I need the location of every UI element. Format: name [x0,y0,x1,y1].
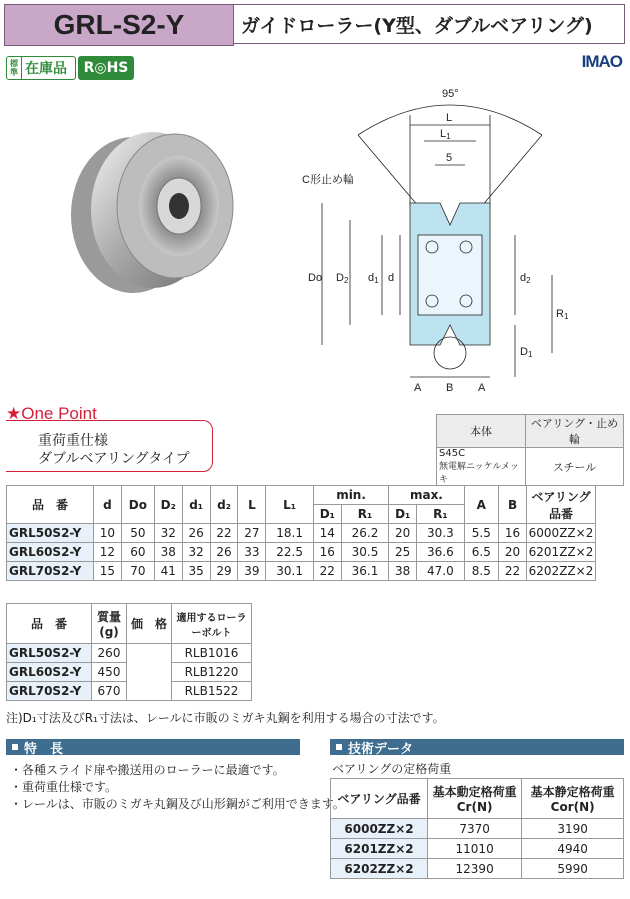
col-Do: Do [121,486,154,524]
col-mass: 質量(g) [92,604,127,644]
col-D2: D₂ [154,486,182,524]
stock-badge [6,56,76,80]
cell: 6.5 [464,543,498,562]
feature-item: ・レールは、市販のミガキ丸鋼及び山形鋼がご利用できます。 [10,797,345,811]
bearing-number: 6000ZZ×2 [331,819,428,839]
cell: RLB1522 [172,682,252,701]
bearing-number: 6201ZZ×2 [331,839,428,859]
cell: 25 [389,543,417,562]
cell: 50 [121,524,154,543]
standard-mark: 標準 [7,57,22,79]
col-L1: L₁ [266,486,313,524]
material-table [436,414,624,486]
part-number: GRL50S2-Y [7,644,92,663]
rohs-badge: R◎HS [78,56,134,80]
cell: 22 [313,562,341,581]
cell: 20 [389,524,417,543]
dim-R1: R1 [556,308,569,321]
col-min-R1: R₁ [341,505,388,524]
one-point-title: ★One Point [6,404,97,423]
table-row [331,859,624,879]
part-number: GRL70S2-Y [7,562,94,581]
footnote: 注)D₁寸法及びR₁寸法は、レールに市販のミガキ丸鋼を利用する場合の寸法です。 [6,711,445,725]
cell: RLB1016 [172,644,252,663]
square-icon [336,744,342,750]
cell: 450 [92,663,127,682]
tech-subtitle: ベアリングの定格荷重 [332,762,452,776]
feature-item: ・各種スライド扉や搬送用のローラーに最適です。 [10,763,285,777]
cell: 33 [238,543,266,562]
cell: 8.5 [464,562,498,581]
feature-item: ・重荷重仕様です。 [10,780,118,794]
cell: 36.6 [417,543,464,562]
cell: 30.5 [341,543,388,562]
cell: 6000ZZ×2 [527,524,596,543]
col-B: B [499,486,527,524]
dim-d2: d2 [520,272,531,285]
features-header: 特 長 [6,739,300,755]
table-row [331,839,624,859]
cell: 26 [210,543,238,562]
cell: 29 [210,562,238,581]
cell: 7370 [428,819,522,839]
material-header-body: 本体 [437,415,526,448]
cell: 38 [154,543,182,562]
dim-Do: Do [308,272,323,284]
cell: 32 [182,543,210,562]
cell: 18.1 [266,524,313,543]
cell: 35 [182,562,210,581]
cell: 70 [121,562,154,581]
cell: 60 [121,543,154,562]
dim-D1: D1 [520,346,533,359]
cell: 16 [313,543,341,562]
dim-B: B [446,382,454,394]
cell: 5990 [522,859,624,879]
cell: 11010 [428,839,522,859]
col-min-D1: D₁ [313,505,341,524]
dim-d1: d1 [368,272,379,285]
cell: 20 [499,543,527,562]
bearing-material: スチール [526,448,624,486]
table-row [7,562,596,581]
table-row [7,524,596,543]
table-row [7,644,252,663]
cell: 30.3 [417,524,464,543]
angle-label: 95° [442,88,459,100]
cell: RLB1220 [172,663,252,682]
col-cor: 基本静定格荷重Cor(N) [522,779,624,819]
col-min: min. [313,486,388,505]
tech-header: 技術データ [330,739,624,755]
cell: 26.2 [341,524,388,543]
cell: 5.5 [464,524,498,543]
cell: 670 [92,682,127,701]
model-number: GRL-S2-Y [4,4,234,46]
material-header-bearing: ベアリング・止め輪 [526,415,624,448]
cell: 10 [94,524,122,543]
cell: 4940 [522,839,624,859]
product-title: ガイドローラー(Y型、ダブルベアリング) [233,4,625,44]
cell: 32 [154,524,182,543]
col-max-D1: D₁ [389,505,417,524]
col-L: L [238,486,266,524]
dim-d: d [388,272,395,284]
col-d1: d₁ [182,486,210,524]
body-material: S45C 無電解ニッケルメッキ [437,448,526,486]
col-bearing: ベアリング品番 [527,486,596,524]
part-number: GRL60S2-Y [7,663,92,682]
mass-table [6,603,252,701]
dim-A-left: A [414,382,422,394]
dim-5: 5 [446,152,453,164]
col-max: max. [389,486,464,505]
cell: 39 [238,562,266,581]
cell: 26 [182,524,210,543]
cell: 36.1 [341,562,388,581]
dim-L: L [446,112,453,124]
price-cell [127,644,172,701]
cell: 6201ZZ×2 [527,543,596,562]
col-bearing: ベアリング品番 [331,779,428,819]
dim-A-right: A [478,382,486,394]
cring-label: C形止め輪 [302,174,354,186]
col-part-number: 品 番 [7,604,92,644]
cell: 15 [94,562,122,581]
dim-D2: D2 [336,272,349,285]
one-point-line-2: ダブルベアリングタイプ [38,451,190,467]
cell: 3190 [522,819,624,839]
cell: 12 [94,543,122,562]
cell: 22.5 [266,543,313,562]
cell: 38 [389,562,417,581]
bearing-load-table [330,778,624,879]
col-max-R1: R₁ [417,505,464,524]
brand-logo: IMAO [581,52,622,71]
dim-L1: L1 [440,128,451,141]
product-photo [55,110,255,310]
cell: 260 [92,644,127,663]
dimension-table [6,485,596,581]
table-row [7,543,596,562]
cell: 6202ZZ×2 [527,562,596,581]
cell: 12390 [428,859,522,879]
col-d: d [94,486,122,524]
square-icon [12,744,18,750]
cell: 30.1 [266,562,313,581]
table-row [331,819,624,839]
cell: 27 [238,524,266,543]
cell: 16 [499,524,527,543]
col-d2: d₂ [210,486,238,524]
stock-label: 在庫品 [25,61,67,77]
col-part-number: 品 番 [7,486,94,524]
cell: 22 [210,524,238,543]
bearing-number: 6202ZZ×2 [331,859,428,879]
col-price: 価 格 [127,604,172,644]
dimension-drawing [300,85,575,405]
col-A: A [464,486,498,524]
cell: 14 [313,524,341,543]
col-cr: 基本動定格荷重Cr(N) [428,779,522,819]
part-number: GRL70S2-Y [7,682,92,701]
col-roller-bolt: 適用するローラーボルト [172,604,252,644]
cell: 41 [154,562,182,581]
one-point-line-1: 重荷重仕様 [38,433,108,449]
cell: 22 [499,562,527,581]
part-number: GRL60S2-Y [7,543,94,562]
part-number: GRL50S2-Y [7,524,94,543]
cell: 47.0 [417,562,464,581]
